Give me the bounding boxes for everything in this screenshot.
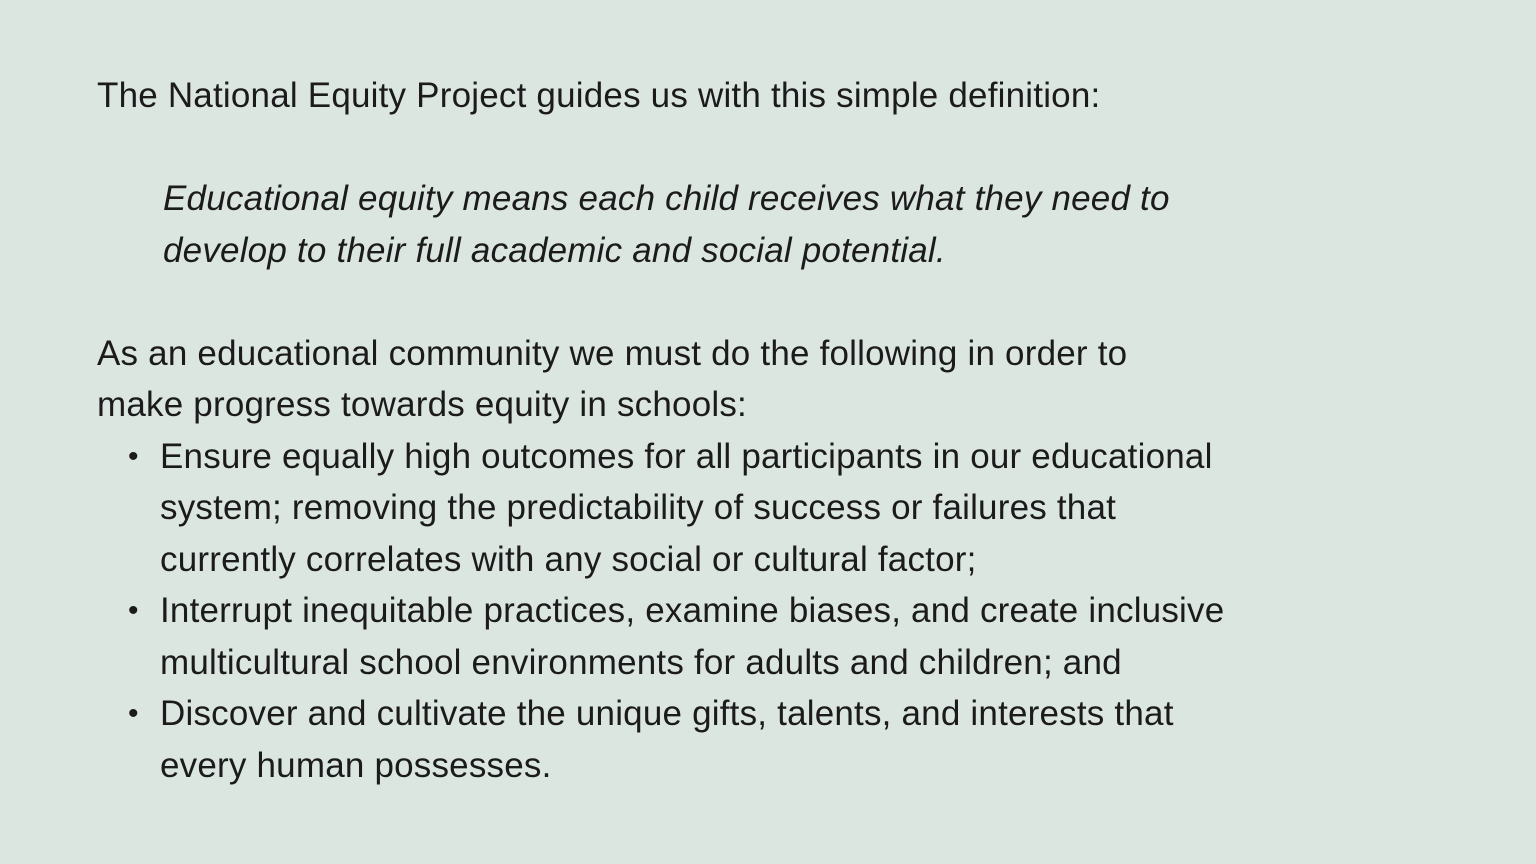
bullet-1-line-1: • Ensure equally high outcomes for all participants in our educational: [160, 436, 1213, 476]
paragraph-line-1: As an educational community we must do the following in order to: [97, 333, 1128, 373]
spacer: [97, 276, 1476, 328]
quote-line-2: develop to their full academic and social potential.: [163, 230, 946, 270]
bullet-3-line-1: • Discover and cultivate the unique gifts, talents, and interests that: [160, 694, 1174, 733]
equity-actions-list: [97, 431, 1476, 792]
bullet-2-line-2: multicultural school environments for adults and children; and: [160, 642, 1122, 682]
bullet-3-line-2: every human possesses.: [160, 745, 552, 785]
bullet-2-line-1: • Interrupt inequitable practices, examine biases, and create inclusive: [160, 591, 1225, 630]
spacer: [97, 122, 1476, 174]
quote-line-1: Educational equity means each child receives what they need to: [163, 179, 1170, 218]
paragraph-line-2: make progress towards equity in schools:: [97, 385, 747, 424]
list-item-discover-gifts: [97, 688, 1476, 791]
list-item-interrupt-practices: [97, 585, 1476, 688]
bullet-1-line-3: currently correlates with any social or cultural factor;: [160, 539, 977, 579]
definition-quote: [163, 173, 1476, 276]
intro-text: The National Equity Project guides us with this simple definition:: [97, 76, 1101, 115]
list-item-ensure-outcomes: [97, 431, 1476, 586]
bullet-1-line-2: system; removing the predictability of success or failures that: [160, 488, 1117, 527]
community-paragraph: [97, 328, 1476, 431]
